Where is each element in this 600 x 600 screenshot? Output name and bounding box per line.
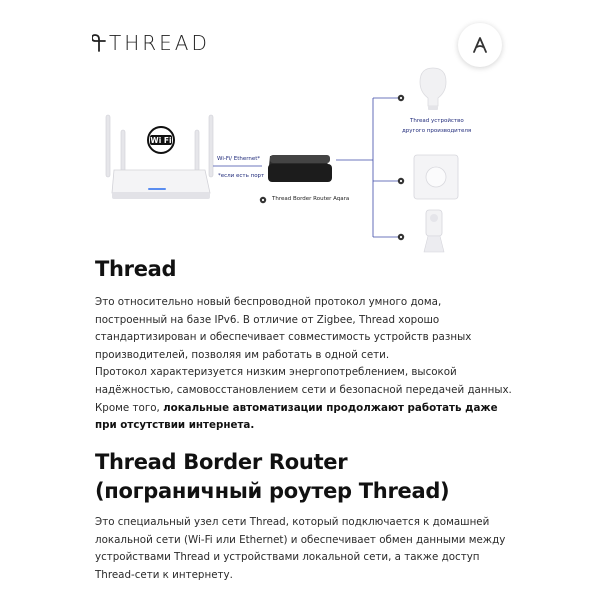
section2-title-line2: (пограничный роутер Thread)	[95, 479, 450, 503]
wall-dimmer-image	[414, 155, 458, 199]
link-label: Wi-Fi/ Ethernet*	[217, 156, 261, 162]
section1-text-bold: локальные автоматизации продолжают работать даже при отсутствии интернета.	[95, 401, 498, 432]
section-title-thread: Thread	[95, 257, 177, 281]
section1-paragraph	[95, 294, 515, 435]
link-note: *если есть порт	[218, 173, 265, 179]
devices-label-line1: Thread устройство	[410, 118, 464, 124]
section2-paragraph: Это специальный узел сети Thread, который подключается к домашней локальной сети (Wi-Fi или Ethernet) и обеспечивает обмен данными между устройствами Thread и устройствами локальной сети, а также доступ Thread-сети к интернету.	[95, 516, 506, 581]
devices-label-line2: другого производителя	[402, 128, 472, 134]
section-title-border-router	[95, 448, 449, 506]
section1-text-2: Протокол характеризуется низким энергопотреблением, высокой надёжностью, самовосстановлением сети и безопасной передачей данных. Кроме того,	[95, 366, 512, 414]
hub-label: Thread Border Router Aqara	[272, 196, 350, 202]
light-bulb-image	[420, 68, 446, 110]
wifi-badge	[148, 127, 174, 153]
section1-text-1: Это относительно новый беспроводной протокол умного дома, построенный на базе IPv6. В отличие от Zigbee, Thread хорошо стандартизирован и обеспечивает совместимость устройств разных производителей, позволяя им работать в одной сети.	[95, 296, 472, 361]
svg-text:Wi Fi: Wi Fi	[150, 136, 172, 145]
network-diagram	[0, 60, 600, 260]
motion-sensor-image	[424, 210, 444, 252]
logo-text: THREAD	[109, 31, 210, 55]
thread-logo	[92, 31, 210, 55]
thread-logo-icon	[92, 33, 106, 53]
section2-title-line1: Thread Border Router	[95, 450, 348, 474]
thread-border-router-image	[268, 155, 332, 182]
